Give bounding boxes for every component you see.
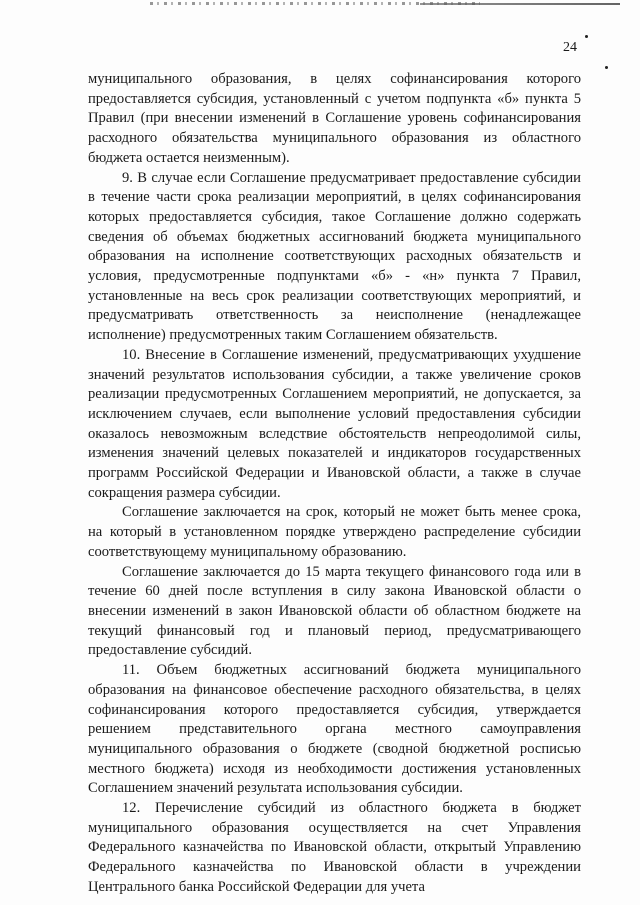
scan-speck	[605, 66, 608, 69]
paragraph-agreement-term: Соглашение заключается на срок, который не может быть менее срока, на который в установленном порядке утверждено распределение субсидии соответствующему муниципальному образованию.	[88, 504, 581, 560]
paragraph-item-12: 12. Перечисление субсидий из областного бюджета в бюджет муниципального образования осуществляется на счет Управления Федерального казначейства по Ивановской области, открытый Управлению Федерального казначейства по Ивановской области в учреждении Центрального банка Российской Федерации для учета	[88, 800, 581, 895]
paragraph-item-10: 10. Внесение в Соглашение изменений, предусматривающих ухудшение значений результатов использования субсидии, а также увеличение сроков реализации предусмотренных Соглашением мероприятий, не допускается, за исключением случаев, если выполнение условий предоставления субсидии оказалось невозможным вследствие обстоятельств непреодолимой силы, изменения значений целевых показателей и индикаторов государственных программ Российской Федерации и Ивановской области, а также в случае сокращения размера субсидии.	[88, 346, 581, 501]
paragraph-continuation: муниципального образования, в целях софинансирования которого предоставляется субсидия, установленный с учетом подпункта «б» пункта 5 Правил (при внесении изменений в Соглашение уровень софинансирования расходного обязательства муниципального образования из областного бюджета остается неизменным).	[88, 71, 581, 166]
scan-artifact-top-right	[420, 3, 620, 5]
paragraph-item-11: 11. Объем бюджетных ассигнований бюджета муниципального образования на финансовое обеспечение расходного обязательства, в целях софинансирования которого предоставляется субсидия, утверждается решением представительного органа местного самоуправления муниципального образования о бюджете (сводной бюджетной росписью местного бюджета) исходя из необходимости достижения установленных Соглашением значений результата использования субсидии.	[88, 662, 581, 797]
page-number: 24	[563, 40, 577, 55]
scan-speck	[585, 35, 588, 38]
paragraph-agreement-deadline: Соглашение заключается до 15 марта текущего финансового года или в течение 60 дней после вступления в силу закона Ивановской области о внесении изменений в закон Ивановской области об областном бюджете на текущий финансовый год и плановый период, предусматривающего предоставление субсидий.	[88, 563, 581, 659]
paragraph-item-9: 9. В случае если Соглашение предусматривает предоставление субсидии в течение части срока реализации мероприятий, в целях софинансирования которых предоставляется субсидия, такое Соглашение должно содержать сведения об объемах бюджетных ассигнований бюджета муниципального образования на исполнение соответствующих расходных обязательств и условия, предусмотренные подпунктами «б» - «н» пункта 7 Правил, установленные на весь срок реализации соответствующих мероприятий, и предусматривать ответственность за неисполнение (ненадлежащее исполнение) предусмотренных таким Соглашением обязательств.	[88, 169, 581, 344]
document-body	[88, 70, 581, 898]
